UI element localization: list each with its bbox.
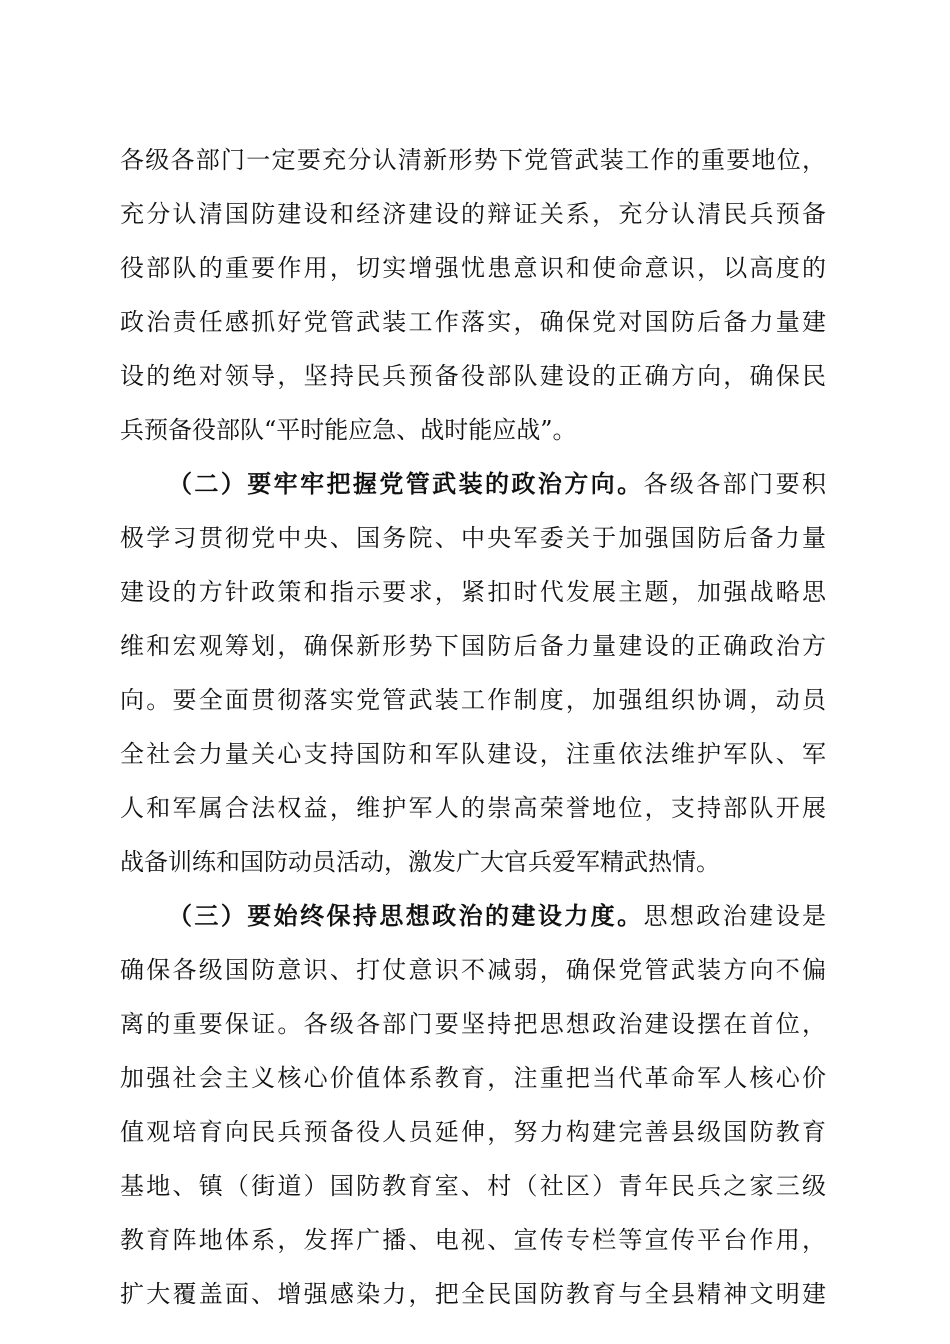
paragraph-line: 政治责任感抓好党管武装工作落实，确保党对国防后备力量建 bbox=[120, 308, 826, 336]
paragraph-first-line bbox=[168, 464, 826, 504]
paragraph-line: 战备训练和国防动员活动，激发广大官兵爱军精武热情。 bbox=[120, 848, 720, 876]
paragraph-line: 全社会力量关心支持国防和军队建设，注重依法维护军队、军 bbox=[120, 740, 826, 768]
section-heading: （三）要始终保持思想政治的建设力度。 bbox=[168, 901, 644, 930]
paragraph-text: 各级各部门要积 bbox=[643, 470, 826, 498]
paragraph-line: 极学习贯彻党中央、国务院、中央军委关于加强国防后备力量 bbox=[120, 524, 826, 552]
paragraph-line: 基地、镇（街道）国防教育室、村（社区）青年民兵之家三级 bbox=[120, 1172, 826, 1200]
paragraph-line: 人和军属合法权益，维护军人的崇高荣誉地位，支持部队开展 bbox=[120, 794, 826, 822]
paragraph-line: 离的重要保证。各级各部门要坚持把思想政治建设摆在首位， bbox=[120, 1010, 826, 1038]
paragraph-line: 维和宏观筹划，确保新形势下国防后备力量建设的正确政治方 bbox=[120, 632, 826, 660]
paragraph-line: 役部队的重要作用，切实增强忧患意识和使命意识，以高度的 bbox=[120, 254, 826, 282]
paragraph-line: 教育阵地体系，发挥广播、电视、宣传专栏等宣传平台作用， bbox=[120, 1226, 826, 1254]
paragraph-line: 建设的方针政策和指示要求，紧扣时代发展主题，加强战略思 bbox=[120, 578, 826, 606]
paragraph-line: 充分认清国防建设和经济建设的辩证关系，充分认清民兵预备 bbox=[120, 200, 826, 228]
paragraph-line: 设的绝对领导，坚持民兵预备役部队建设的正确方向，确保民 bbox=[120, 362, 826, 390]
paragraph-text: 思想政治建设是 bbox=[643, 902, 826, 930]
paragraph-line: 兵预备役部队“平时能应急、战时能应战”。 bbox=[120, 416, 577, 444]
paragraph-line: 加强社会主义核心价值体系教育，注重把当代革命军人核心价 bbox=[120, 1064, 826, 1092]
paragraph-line: 值观培育向民兵预备役人员延伸，努力构建完善县级国防教育 bbox=[120, 1118, 826, 1146]
paragraph-line: 确保各级国防意识、打仗意识不减弱，确保党管武装方向不偏 bbox=[120, 956, 826, 984]
paragraph-line: 各级各部门一定要充分认清新形势下党管武装工作的重要地位， bbox=[120, 146, 826, 174]
paragraph-first-line bbox=[168, 896, 826, 936]
paragraph-line: 扩大覆盖面、增强感染力，把全民国防教育与全县精神文明建 bbox=[120, 1280, 826, 1308]
paragraph-line: 向。要全面贯彻落实党管武装工作制度，加强组织协调，动员 bbox=[120, 686, 826, 714]
section-heading: （二）要牢牢把握党管武装的政治方向。 bbox=[168, 469, 644, 498]
